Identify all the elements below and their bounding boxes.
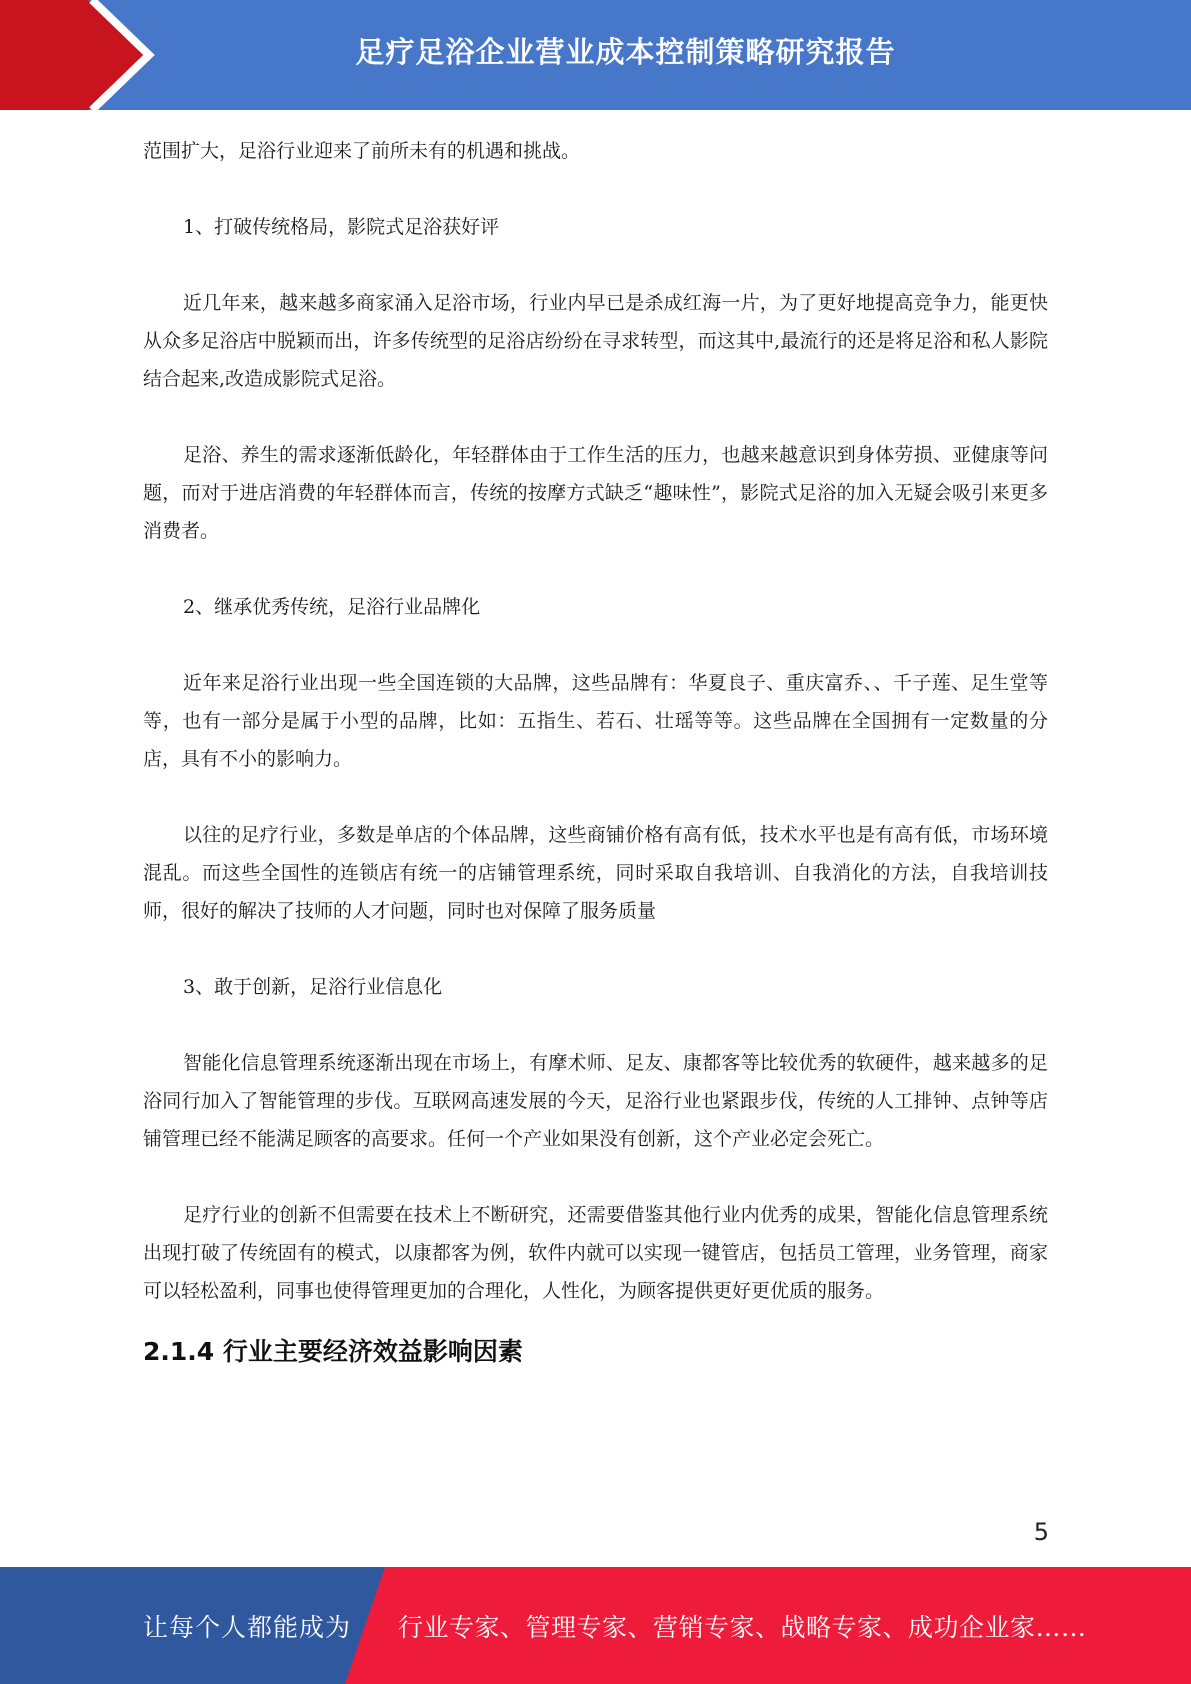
- footer-slogan-right: 行业专家、管理专家、营销专家、战略专家、成功企业家……: [398, 1612, 1087, 1642]
- document-title: 足疗足浴企业营业成本控制策略研究报告: [355, 34, 896, 69]
- subheading-1: 1、打破传统格局，影院式足浴获好评: [183, 216, 500, 238]
- paragraph-2: 足浴、养生的需求逐渐低龄化，年轻群体由于工作生活的压力，也越来越意识到身体劳损、亚健康等问题，而对于进店消费的年轻群体而言，传统的按摩方式缺乏“趣味性”，影院式足浴的加入无疑会吸引来更多消费者。: [143, 444, 1048, 542]
- paragraph-5: 智能化信息管理系统逐渐出现在市场上，有摩术师、足友、康都客等比较优秀的软硬件，越来越多的足浴同行加入了智能管理的步伐。互联网高速发展的今天，足浴行业也紧跟步伐，传统的人工排钟、点钟等店铺管理已经不能满足顾客的高要求。任何一个产业如果没有创新，这个产业必定会死亡。: [143, 1052, 1048, 1150]
- page-number: 5: [1033, 1518, 1049, 1546]
- section-heading: 2.1.4 行业主要经济效益影响因素: [143, 1337, 523, 1366]
- subheading-2: 2、继承优秀传统，足浴行业品牌化: [183, 596, 481, 618]
- paragraph-6: 足疗行业的创新不但需要在技术上不断研究，还需要借鉴其他行业内优秀的成果，智能化信息管理系统出现打破了传统固有的模式，以康都客为例，软件内就可以实现一键管店，包括员工管理，业务管理，商家可以轻松盈利，同事也使得管理更加的合理化，人性化，为顾客提供更好更优质的服务。: [143, 1204, 1048, 1302]
- page-footer: [0, 1567, 1191, 1684]
- subheading-3: 3、敢于创新，足浴行业信息化: [183, 976, 443, 998]
- paragraph-4: 以往的足疗行业，多数是单店的个体品牌，这些商铺价格有高有低，技术水平也是有高有低，市场环境混乱。而这些全国性的连锁店有统一的店铺管理系统，同时采取自我培训、自我消化的方法，自我培训技师，很好的解决了技师的人才问题，同时也对保障了服务质量: [143, 824, 1048, 922]
- paragraph-3: 近年来足浴行业出现一些全国连锁的大品牌，这些品牌有：华夏良子、重庆富乔、、千子莲、足生堂等等，也有一部分是属于小型的品牌，比如：五指生、若石、壮瑶等等。这些品牌在全国拥有一定数量的分店，具有不小的影响力。: [143, 672, 1048, 770]
- page-header: [0, 0, 1191, 110]
- page-content: [143, 132, 1048, 1368]
- paragraph-1: 近几年来，越来越多商家涌入足浴市场，行业内早已是杀成红海一片，为了更好地提高竞争力，能更快从众多足浴店中脱颖而出，许多传统型的足浴店纷纷在寻求转型，而这其中,最流行的还是将足浴和私人影院结合起来,改造成影院式足浴。: [143, 292, 1048, 390]
- paragraph-intro-continued: 范围扩大，足浴行业迎来了前所未有的机遇和挑战。: [143, 140, 581, 162]
- footer-slogan-left: 让每个人都能成为: [143, 1612, 352, 1642]
